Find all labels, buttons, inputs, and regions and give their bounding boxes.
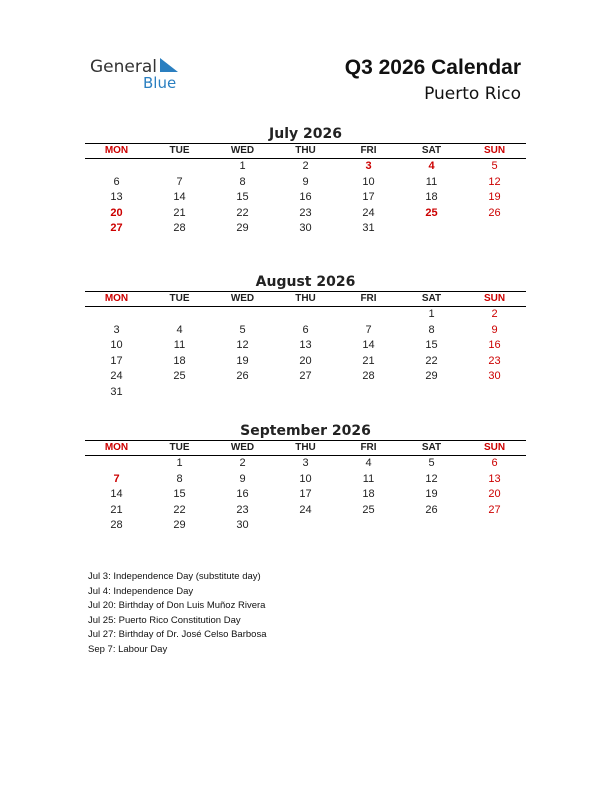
day-cell: 15 bbox=[425, 339, 438, 352]
month-title: July 2026 bbox=[269, 126, 342, 142]
month-title: September 2026 bbox=[240, 423, 371, 439]
day-cell: 30 bbox=[488, 370, 501, 383]
day-cell bbox=[463, 385, 526, 401]
day-cell bbox=[85, 159, 148, 175]
holiday-note: Jul 27: Birthday of Dr. José Celso Barbosa bbox=[88, 629, 267, 640]
day-cell: 11 bbox=[425, 175, 438, 188]
day-cell: 26 bbox=[425, 503, 438, 516]
week-row bbox=[85, 503, 526, 519]
day-cell: 30 bbox=[236, 519, 249, 532]
day-cell bbox=[337, 518, 400, 534]
day-cell: 14 bbox=[362, 339, 375, 352]
day-cell: 8 bbox=[176, 472, 183, 485]
day-cell: 13 bbox=[488, 472, 501, 485]
day-cell bbox=[274, 518, 337, 534]
day-cell bbox=[274, 307, 337, 323]
day-cell: 23 bbox=[488, 354, 501, 367]
day-cell bbox=[400, 518, 463, 534]
day-cell: 29 bbox=[173, 519, 186, 532]
day-cell: 10 bbox=[362, 175, 375, 188]
holiday-note: Jul 3: Independence Day (substitute day) bbox=[88, 571, 261, 582]
day-cell: 14 bbox=[110, 488, 123, 501]
week-row bbox=[85, 518, 526, 534]
weekday-header bbox=[85, 291, 526, 307]
day-cell: 24 bbox=[299, 503, 312, 516]
day-cell: 1 bbox=[428, 308, 435, 320]
day-cell: 27 bbox=[110, 222, 123, 235]
day-cell: 21 bbox=[362, 354, 375, 367]
day-cell: 28 bbox=[110, 519, 123, 532]
day-cell: 28 bbox=[173, 222, 186, 235]
day-cell bbox=[400, 385, 463, 401]
month-july bbox=[85, 125, 526, 237]
day-cell: 29 bbox=[236, 222, 249, 235]
day-cell: 25 bbox=[425, 206, 438, 219]
day-cell: 3 bbox=[302, 457, 309, 469]
weekday-label: WED bbox=[230, 145, 255, 156]
day-cell: 24 bbox=[362, 206, 375, 219]
weekday-label: TUE bbox=[169, 293, 190, 304]
day-cell: 1 bbox=[239, 160, 246, 172]
weekday-label: MON bbox=[104, 145, 129, 156]
month-september bbox=[85, 422, 526, 534]
day-cell bbox=[85, 307, 148, 323]
day-cell: 12 bbox=[425, 472, 438, 485]
month-title: August 2026 bbox=[255, 274, 356, 290]
weekday-label: SUN bbox=[483, 442, 506, 453]
day-cell: 19 bbox=[236, 354, 249, 367]
day-cell bbox=[400, 221, 463, 237]
day-cell: 15 bbox=[236, 191, 249, 204]
day-cell bbox=[337, 385, 400, 401]
month-august bbox=[85, 273, 526, 401]
weekday-label: SAT bbox=[421, 293, 442, 304]
weekday-label: SAT bbox=[421, 442, 442, 453]
week-row bbox=[85, 159, 526, 175]
holiday-notes bbox=[88, 570, 266, 657]
day-cell: 4 bbox=[428, 160, 435, 172]
day-cell: 15 bbox=[173, 488, 186, 501]
day-cell: 10 bbox=[110, 339, 123, 352]
day-cell: 9 bbox=[491, 323, 498, 336]
week-row bbox=[85, 385, 526, 401]
day-cell: 19 bbox=[488, 191, 501, 204]
day-cell: 8 bbox=[428, 323, 435, 336]
weekday-label: SUN bbox=[483, 293, 506, 304]
day-cell: 16 bbox=[299, 191, 312, 204]
day-cell: 3 bbox=[113, 323, 120, 336]
day-cell bbox=[211, 385, 274, 401]
day-cell: 8 bbox=[239, 175, 246, 188]
day-cell: 19 bbox=[425, 488, 438, 501]
day-cell: 2 bbox=[239, 457, 246, 469]
day-cell: 6 bbox=[491, 457, 498, 469]
week-row bbox=[85, 369, 526, 385]
day-cell: 24 bbox=[110, 370, 123, 383]
day-cell: 20 bbox=[110, 206, 123, 219]
weekday-label: MON bbox=[104, 442, 129, 453]
day-cell: 23 bbox=[236, 503, 249, 516]
day-cell bbox=[274, 385, 337, 401]
weekday-label: THU bbox=[295, 293, 316, 304]
day-cell: 17 bbox=[362, 191, 375, 204]
weekday-header bbox=[85, 143, 526, 159]
day-cell: 5 bbox=[239, 323, 246, 336]
day-cell bbox=[85, 456, 148, 472]
day-cell: 13 bbox=[299, 339, 312, 352]
day-cell: 4 bbox=[365, 457, 372, 469]
weekday-label: TUE bbox=[169, 145, 190, 156]
day-cell bbox=[211, 307, 274, 323]
day-cell: 12 bbox=[488, 175, 501, 188]
week-row bbox=[85, 456, 526, 472]
day-cell: 6 bbox=[302, 323, 309, 336]
week-row bbox=[85, 307, 526, 323]
weekday-label: SAT bbox=[421, 145, 442, 156]
page-title: Q3 2026 Calendar bbox=[344, 56, 521, 79]
week-row bbox=[85, 354, 526, 370]
day-cell: 3 bbox=[365, 160, 372, 172]
day-cell: 7 bbox=[176, 175, 183, 188]
day-cell: 22 bbox=[425, 354, 438, 367]
holiday-note: Jul 4: Independence Day bbox=[88, 585, 194, 597]
day-cell: 18 bbox=[425, 191, 438, 204]
week-row bbox=[85, 206, 526, 222]
day-cell: 12 bbox=[236, 339, 249, 352]
day-cell: 25 bbox=[362, 503, 375, 516]
day-cell: 27 bbox=[299, 370, 312, 383]
logo-text-general: General bbox=[90, 57, 157, 77]
day-cell: 28 bbox=[362, 370, 375, 383]
weekday-label: WED bbox=[230, 442, 255, 453]
day-cell: 13 bbox=[110, 191, 123, 204]
day-cell: 29 bbox=[425, 370, 438, 383]
day-cell: 11 bbox=[362, 472, 375, 485]
weekday-label: WED bbox=[230, 293, 255, 304]
day-cell: 26 bbox=[236, 370, 249, 383]
weekday-label: FRI bbox=[360, 442, 377, 453]
weekday-label: THU bbox=[295, 442, 316, 453]
weekday-label: TUE bbox=[169, 442, 190, 453]
week-row bbox=[85, 190, 526, 206]
day-cell bbox=[463, 221, 526, 237]
day-cell: 9 bbox=[239, 472, 246, 485]
day-cell bbox=[463, 518, 526, 534]
week-row bbox=[85, 472, 526, 488]
weekday-label: FRI bbox=[360, 293, 377, 304]
day-cell bbox=[148, 307, 211, 323]
day-cell: 9 bbox=[302, 175, 309, 188]
day-cell: 7 bbox=[113, 472, 120, 485]
day-cell: 2 bbox=[491, 308, 498, 320]
day-cell: 4 bbox=[176, 323, 183, 336]
brand-logo bbox=[90, 57, 200, 93]
weekday-label: THU bbox=[295, 145, 316, 156]
day-cell bbox=[337, 307, 400, 323]
day-cell: 5 bbox=[428, 457, 435, 469]
day-cell: 21 bbox=[173, 206, 186, 219]
day-cell: 7 bbox=[365, 323, 372, 336]
day-cell: 21 bbox=[110, 503, 123, 516]
day-cell: 16 bbox=[236, 488, 249, 501]
day-cell: 17 bbox=[299, 488, 312, 501]
day-cell: 26 bbox=[488, 206, 501, 219]
day-cell: 2 bbox=[302, 160, 309, 172]
weekday-label: MON bbox=[104, 293, 129, 304]
day-cell: 20 bbox=[299, 354, 312, 367]
day-cell: 16 bbox=[488, 339, 501, 352]
page-subtitle: Puerto Rico bbox=[424, 84, 521, 104]
day-cell: 18 bbox=[173, 354, 186, 367]
day-cell: 11 bbox=[173, 339, 186, 352]
day-cell: 22 bbox=[236, 206, 249, 219]
day-cell: 6 bbox=[113, 175, 120, 188]
week-row bbox=[85, 487, 526, 503]
day-cell: 30 bbox=[299, 222, 312, 235]
week-row bbox=[85, 175, 526, 191]
day-cell: 14 bbox=[173, 191, 186, 204]
day-cell: 18 bbox=[362, 488, 375, 501]
day-cell: 22 bbox=[173, 503, 186, 516]
day-cell: 20 bbox=[488, 488, 501, 501]
day-cell: 1 bbox=[176, 457, 183, 469]
day-cell: 27 bbox=[488, 503, 501, 516]
day-cell: 5 bbox=[491, 160, 498, 172]
weekday-label: FRI bbox=[360, 145, 377, 156]
logo-text-blue: Blue bbox=[143, 74, 177, 92]
day-cell: 25 bbox=[173, 370, 186, 383]
day-cell bbox=[148, 385, 211, 401]
weekday-header bbox=[85, 440, 526, 456]
week-row bbox=[85, 221, 526, 237]
logo-flag-icon bbox=[160, 58, 178, 74]
day-cell: 23 bbox=[299, 206, 312, 219]
day-cell: 31 bbox=[362, 222, 375, 235]
day-cell: 10 bbox=[299, 472, 312, 485]
holiday-note: Jul 20: Birthday of Don Luis Muñoz Rivera bbox=[88, 600, 266, 611]
holiday-note: Sep 7: Labour Day bbox=[88, 643, 168, 655]
weekday-label: SUN bbox=[483, 145, 506, 156]
day-cell: 31 bbox=[110, 385, 123, 398]
week-row bbox=[85, 323, 526, 339]
day-cell bbox=[148, 159, 211, 175]
week-row bbox=[85, 338, 526, 354]
holiday-note: Jul 25: Puerto Rico Constitution Day bbox=[88, 614, 241, 626]
day-cell: 17 bbox=[110, 354, 123, 367]
